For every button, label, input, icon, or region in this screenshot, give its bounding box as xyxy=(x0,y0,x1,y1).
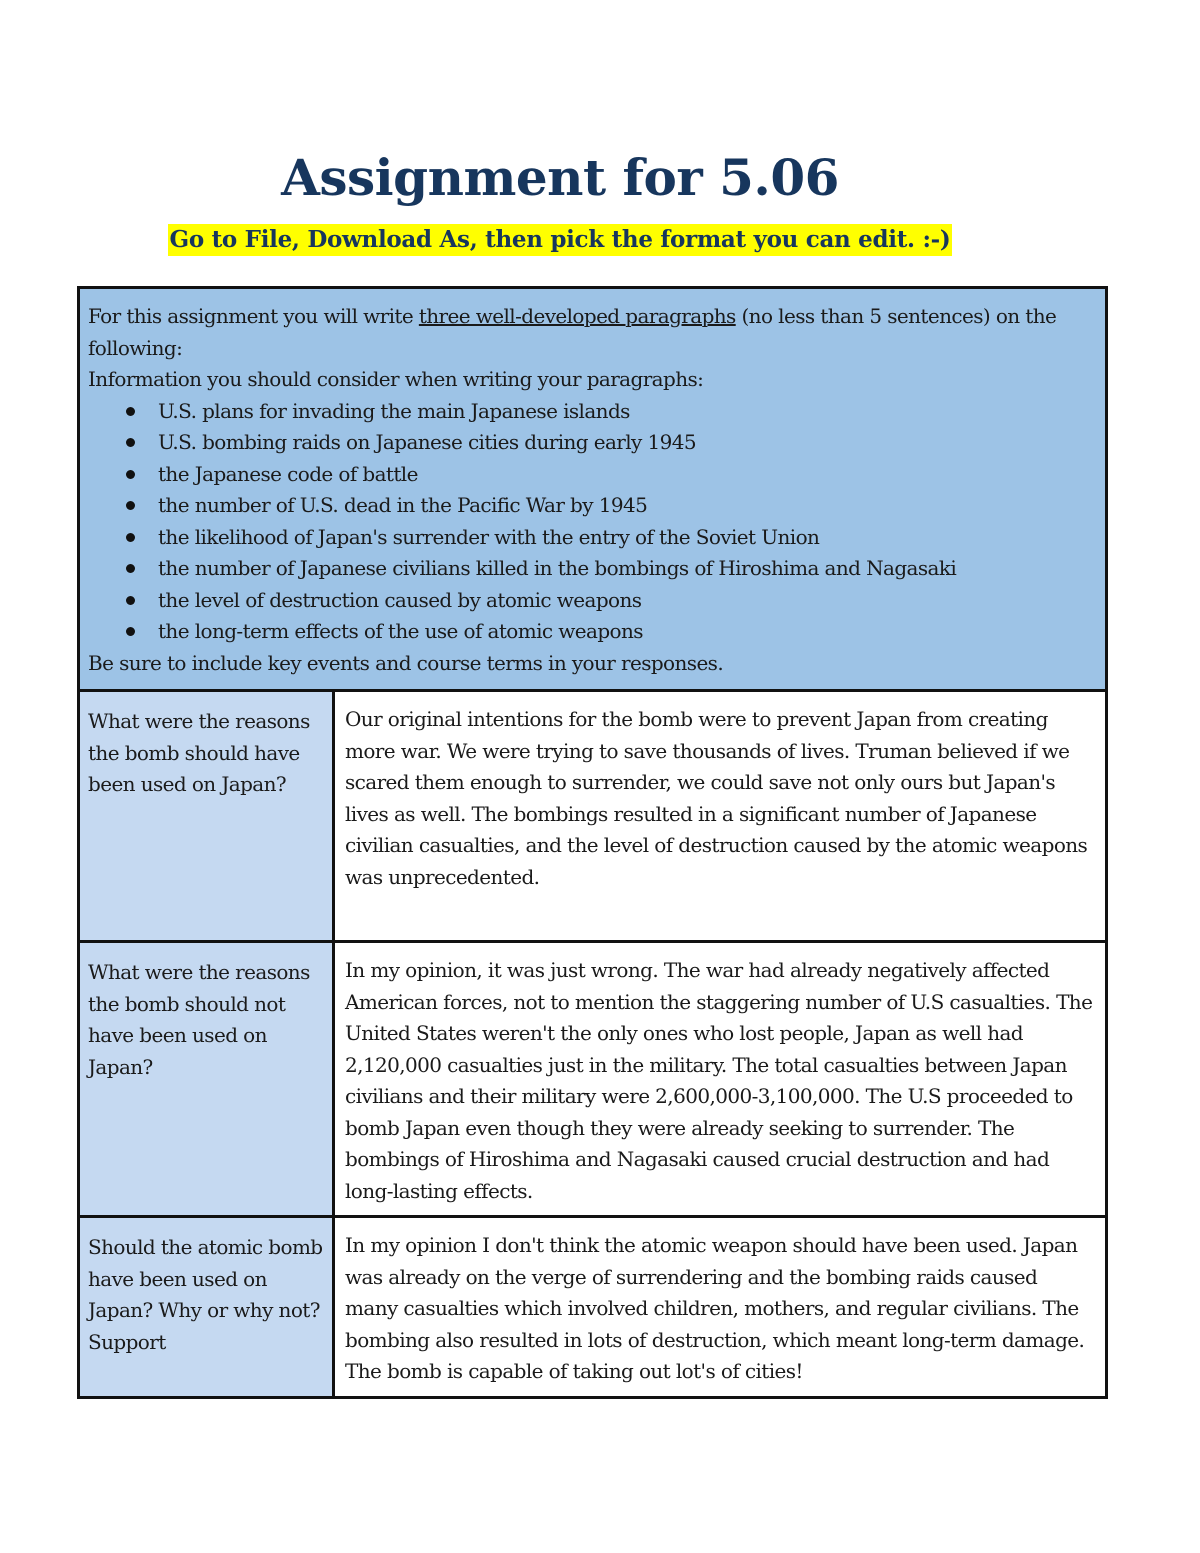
list-item: the level of destruction caused by atomic weapons xyxy=(88,585,1097,617)
question-cell: Should the atomic bomb have been used on Japan? Why or why not? Support xyxy=(79,1217,334,1398)
answer-cell[interactable]: In my opinion I don't think the atomic weapon should have been used. Japan was already on the verge of surrendering and the bombing raids caused many casualties which involved children, mothers, and regular civilians. The bombing also resulted in lots of destruction, which meant long-term damage. The bomb is capable of taking out lot's of cities! xyxy=(334,1217,1107,1398)
list-item: the Japanese code of battle xyxy=(88,459,1097,491)
page-title: Assignment for 5.06 xyxy=(281,148,839,207)
table-row xyxy=(79,942,1107,1217)
assignment-table xyxy=(77,286,1108,1399)
highlighted-instruction: Go to File, Download As, then pick the format you can edit. :-) xyxy=(168,224,953,256)
instructions-row xyxy=(79,288,1107,691)
list-item: the likelihood of Japan's surrender with the entry of the Soviet Union xyxy=(88,522,1097,554)
intro-text-before: For this assignment you will write xyxy=(88,304,419,328)
instructions-cell xyxy=(79,288,1107,691)
list-item: U.S. plans for invading the main Japanese islands xyxy=(88,396,1097,428)
list-item: the long-term effects of the use of atomic weapons xyxy=(88,616,1097,648)
intro-text-after: (no less than 5 sentences) on the following: xyxy=(88,304,1057,360)
consideration-list xyxy=(88,396,1097,648)
table-row xyxy=(79,691,1107,942)
question-cell: What were the reasons the bomb should not have been used on Japan? xyxy=(79,942,334,1217)
list-item: U.S. bombing raids on Japanese cities during early 1945 xyxy=(88,427,1097,459)
instructions-consider: Information you should consider when writing your paragraphs: xyxy=(88,367,704,391)
list-item: the number of U.S. dead in the Pacific War by 1945 xyxy=(88,490,1097,522)
answer-cell[interactable]: In my opinion, it was just wrong. The war had already negatively affected American forces, not to mention the staggering number of U.S casualties. The United States weren't the only ones who lost people, Japan as well had 2,120,000 casualties just in the military. The total casualties between Japan civilians and their military were 2,600,000-3,100,000. The U.S proceeded to bomb Japan even though they were already seeking to surrender. The bombings of Hiroshima and Nagasaki caused crucial destruction and had long-lasting effects. xyxy=(334,942,1107,1217)
table-row xyxy=(79,1217,1107,1398)
instructions-closing: Be sure to include key events and course terms in your responses. xyxy=(88,650,724,675)
subtitle-wrapper xyxy=(0,224,1120,256)
answer-cell[interactable]: Our original intentions for the bomb were to prevent Japan from creating more war. We were trying to save thousands of lives. Truman believed if we scared them enough to surrender, we could save not only ours but Japan's lives as well. The bombings resulted in a significant number of Japanese civilian casualties, and the level of destruction caused by the atomic weapons was unprecedented. xyxy=(334,691,1107,942)
question-cell: What were the reasons the bomb should have been used on Japan? xyxy=(79,691,334,942)
list-item: the number of Japanese civilians killed in the bombings of Hiroshima and Nagasaki xyxy=(88,553,1097,585)
intro-underlined-text: three well-developed paragraphs xyxy=(418,304,736,328)
instructions-intro xyxy=(88,301,1097,364)
